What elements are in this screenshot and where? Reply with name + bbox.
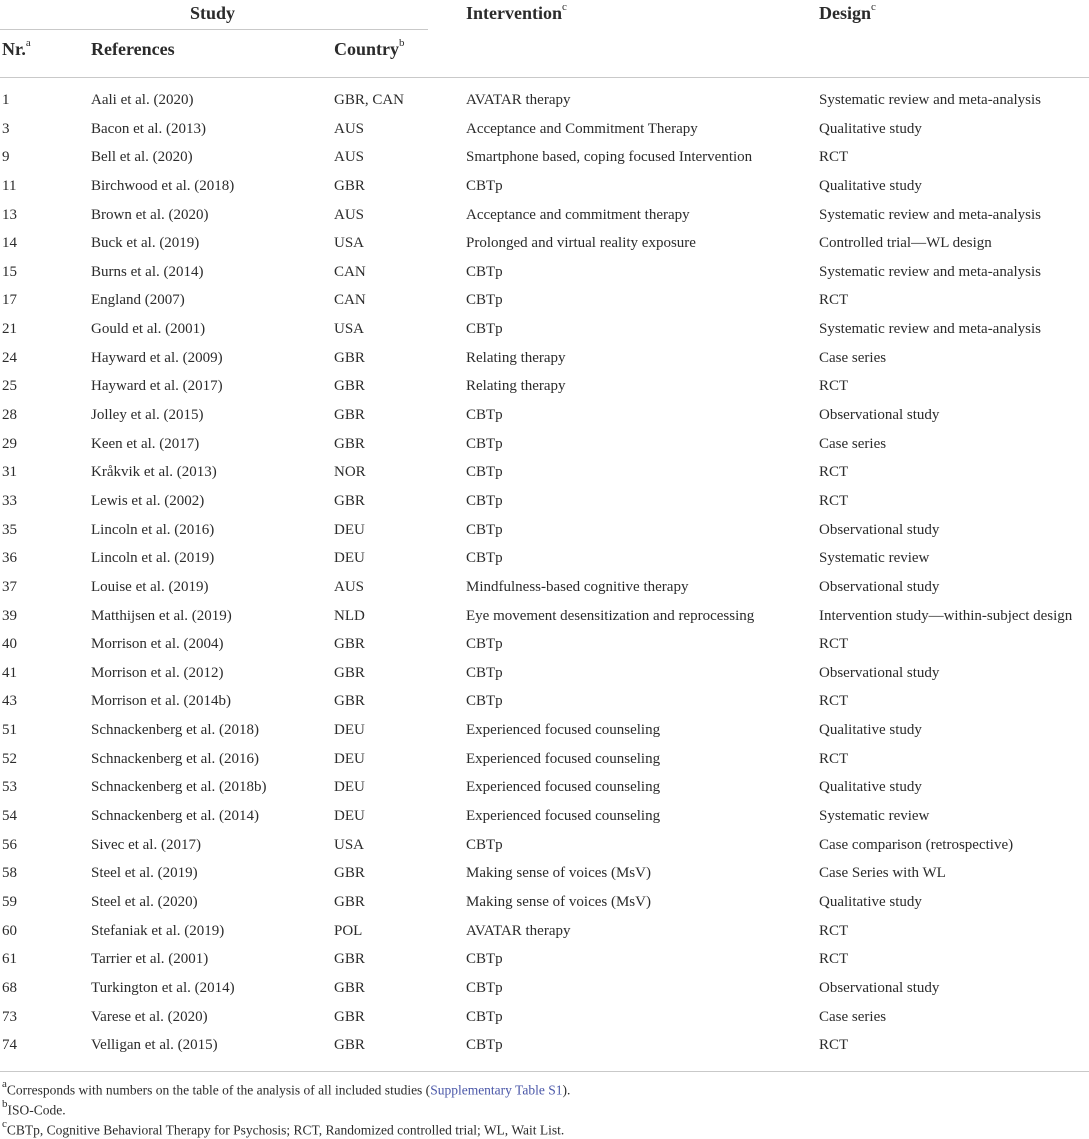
footnote-b: $^b$ISO-Code. [2,1098,66,1118]
cell-nr: 31 [2,464,17,481]
cell-design: Qualitative study [819,722,922,739]
cell-nr: 28 [2,407,17,424]
cell-country: GBR [334,349,365,366]
cell-reference: Schnackenberg et al. (2018b) [91,779,267,796]
cell-design: RCT [819,951,849,968]
cell-intervention: CBTp [466,1037,503,1054]
cell-design: Systematic review [819,808,930,825]
cell-country: GBR [334,177,365,194]
cell-nr: 60 [2,922,17,939]
cell-reference: Velligan et al. (2015) [91,1037,218,1054]
cell-intervention: Mindfulness-based cognitive therapy [466,578,689,595]
cell-design: Qualitative study [819,120,922,137]
cell-nr: 17 [2,292,17,309]
cell-design: RCT [819,378,849,395]
cell-country: GBR [334,693,365,710]
cell-design: RCT [819,1037,849,1054]
cell-country: GBR [334,893,365,910]
table-row [0,373,1089,402]
cell-reference: Matthijsen et al. (2019) [91,607,232,624]
cell-country: GBR [334,979,365,996]
cell-country: GBR, CAN [334,92,405,108]
cell-reference: Birchwood et al. (2018) [91,177,235,194]
cell-nr: 51 [2,722,17,739]
cell-nr: 58 [2,865,17,882]
cell-design: RCT [819,149,849,166]
cell-intervention: Experienced focused counseling [466,722,661,739]
cell-nr: 39 [2,607,17,624]
cell-country: AUS [334,120,365,137]
cell-nr: 37 [2,578,17,595]
cell-reference: Lewis et al. (2002) [91,492,205,509]
cell-reference: Kråkvik et al. (2013) [91,464,217,481]
cell-country: USA [334,836,365,853]
cell-reference: Morrison et al. (2004) [91,636,224,653]
cell-reference: Steel et al. (2019) [91,865,198,882]
cell-nr: 24 [2,349,17,366]
cell-design: Case Series with WL [819,865,946,882]
cell-country: GBR [334,378,365,395]
table-bottom-rule [0,1071,1089,1072]
cell-design: Qualitative study [819,893,922,910]
table-row [0,345,1089,374]
cell-intervention: AVATAR therapy [466,922,571,939]
cell-country: GBR [334,664,365,681]
cell-nr: 35 [2,521,17,538]
table-row [0,287,1089,316]
cell-design: Systematic review and meta-analysis [819,206,1042,223]
table-row [0,746,1089,775]
cell-nr: 56 [2,836,17,853]
footnote-a: $^a$Corresponds with numbers on the table of the analysis of all included studies (Supplementary Table S1). [2,1078,571,1098]
cell-country: DEU [334,550,365,567]
cell-country: DEU [334,808,365,825]
column-header-intervention: Intervention$^c$ [466,1,567,23]
table-row [0,660,1089,689]
cell-intervention: Prolonged and virtual reality exposure [466,235,696,252]
cell-reference: Buck et al. (2019) [91,235,200,252]
table-row [0,144,1089,173]
table-row [0,860,1089,889]
cell-intervention: CBTp [466,464,503,481]
cell-intervention: CBTp [466,836,503,853]
cell-design: Qualitative study [819,779,922,796]
cell-reference: Tarrier et al. (2001) [91,951,209,968]
cell-reference: Schnackenberg et al. (2018) [91,722,259,739]
table-row [0,1032,1089,1061]
cell-reference: Lincoln et al. (2016) [91,521,215,538]
cell-country: GBR [334,951,365,968]
table-row [0,574,1089,603]
cell-intervention: CBTp [466,521,503,538]
cell-intervention: Making sense of voices (MsV) [466,865,651,882]
cell-nr: 3 [2,120,10,137]
cell-country: GBR [334,407,365,424]
cell-nr: 43 [2,693,17,710]
header-bottom-rule [0,77,1089,78]
cell-nr: 68 [2,979,17,996]
cell-reference: Bell et al. (2020) [91,149,193,166]
cell-design: Observational study [819,979,940,996]
cell-intervention: Eye movement desensitization and reprocessing [466,607,755,624]
cell-intervention: Making sense of voices (MsV) [466,893,651,910]
cell-nr: 29 [2,435,17,452]
table-row [0,545,1089,574]
cell-intervention: Smartphone based, coping focused Intervention [466,149,753,166]
cell-intervention: CBTp [466,177,503,194]
cell-country: GBR [334,865,365,882]
cell-intervention: CBTp [466,664,503,681]
cell-reference: Turkington et al. (2014) [91,979,235,996]
cell-design: Observational study [819,578,940,595]
cell-country: DEU [334,521,365,538]
cell-country: USA [334,321,365,338]
cell-reference: Jolley et al. (2015) [91,407,204,424]
cell-design: Intervention study—within-subject design [819,607,1073,624]
cell-design: RCT [819,292,849,309]
table-row [0,517,1089,546]
study-group-rule [0,29,428,30]
cell-intervention: Relating therapy [466,378,566,395]
cell-intervention: AVATAR therapy [466,92,571,108]
table-body [0,87,1089,1061]
cell-design: Case series [819,435,887,452]
table-row [0,1004,1089,1033]
cell-reference: Varese et al. (2020) [91,1008,208,1025]
cell-nr: 25 [2,378,17,395]
cell-reference: England (2007) [91,292,185,309]
cell-design: Case comparison (retrospective) [819,836,1014,853]
column-header-design: Design$^c$ [819,1,876,23]
cell-country: DEU [334,750,365,767]
table-row [0,918,1089,947]
cell-design: Systematic review and meta-analysis [819,263,1042,280]
cell-intervention: CBTp [466,492,503,509]
cell-design: RCT [819,464,849,481]
table-row [0,259,1089,288]
footnote-c: $^c$CBTp, Cognitive Behavioral Therapy for Psychosis; RCT, Randomized controlled trial; WL, Wait List. [2,1118,565,1138]
cell-reference: Keen et al. (2017) [91,435,200,452]
cell-design: Controlled trial—WL design [819,235,992,252]
table-row [0,431,1089,460]
cell-nr: 36 [2,550,17,567]
cell-country: GBR [334,1008,365,1025]
cell-country: AUS [334,206,365,223]
cell-nr: 1 [2,92,10,108]
table-row [0,316,1089,345]
cell-intervention: CBTp [466,1008,503,1025]
cell-nr: 40 [2,636,17,653]
table-row [0,975,1089,1004]
cell-reference: Hayward et al. (2009) [91,349,223,366]
cell-design: Observational study [819,407,940,424]
cell-intervention: Acceptance and Commitment Therapy [466,120,698,137]
cell-reference: Sivec et al. (2017) [91,836,201,853]
cell-reference: Morrison et al. (2014b) [91,693,231,710]
cell-country: GBR [334,435,365,452]
cell-reference: Stefaniak et al. (2019) [91,922,225,939]
cell-design: Qualitative study [819,177,922,194]
cell-design: Systematic review and meta-analysis [819,321,1042,338]
cell-country: CAN [334,292,366,309]
cell-design: RCT [819,492,849,509]
cell-nr: 41 [2,664,17,681]
table-row [0,603,1089,632]
cell-reference: Lincoln et al. (2019) [91,550,215,567]
study-group-header: Study [190,3,236,23]
table-row [0,116,1089,145]
cell-nr: 59 [2,893,17,910]
cell-intervention: CBTp [466,550,503,567]
cell-intervention: CBTp [466,979,503,996]
cell-reference: Schnackenberg et al. (2014) [91,808,259,825]
cell-nr: 33 [2,492,17,509]
table-row [0,488,1089,517]
column-header-references: References [91,39,175,59]
cell-nr: 61 [2,951,17,968]
cell-reference: Hayward et al. (2017) [91,378,223,395]
cell-nr: 9 [2,149,10,166]
table-row [0,803,1089,832]
cell-nr: 52 [2,750,17,767]
cell-intervention: CBTp [466,693,503,710]
cell-country: USA [334,235,365,252]
cell-nr: 11 [2,177,17,194]
cell-nr: 15 [2,263,17,280]
cell-intervention: CBTp [466,636,503,653]
cell-design: Observational study [819,521,940,538]
cell-reference: Brown et al. (2020) [91,206,209,223]
cell-intervention: Experienced focused counseling [466,808,661,825]
cell-reference: Gould et al. (2001) [91,321,206,338]
cell-nr: 74 [2,1037,17,1054]
cell-nr: 13 [2,206,17,223]
cell-design: RCT [819,750,849,767]
cell-design: Systematic review and meta-analysis [819,92,1042,108]
cell-intervention: CBTp [466,263,503,280]
cell-country: NOR [334,464,366,481]
cell-design: Observational study [819,664,940,681]
column-header-country: Country$^b$ [334,37,405,59]
cell-country: POL [334,922,363,939]
cell-design: RCT [819,693,849,710]
table-row [0,631,1089,660]
cell-reference: Bacon et al. (2013) [91,120,206,137]
cell-intervention: CBTp [466,951,503,968]
cell-country: DEU [334,779,365,796]
cell-design: Systematic review [819,550,930,567]
cell-nr: 54 [2,808,17,825]
table-row [0,173,1089,202]
cell-intervention: Acceptance and commitment therapy [466,206,690,223]
cell-country: NLD [334,607,365,624]
table-row [0,688,1089,717]
cell-reference: Louise et al. (2019) [91,578,209,595]
cell-nr: 53 [2,779,17,796]
cell-reference: Schnackenberg et al. (2016) [91,750,259,767]
table-row [0,832,1089,861]
cell-design: RCT [819,636,849,653]
cell-intervention: Relating therapy [466,349,566,366]
table-row [0,202,1089,231]
table-row [0,230,1089,259]
cell-reference: Aali et al. (2020) [91,92,194,108]
cell-design: Case series [819,349,887,366]
table-row [0,946,1089,975]
table-row [0,87,1089,116]
cell-intervention: CBTp [466,407,503,424]
cell-country: GBR [334,636,365,653]
cell-design: RCT [819,922,849,939]
cell-design: Case series [819,1008,887,1025]
cell-intervention: CBTp [466,292,503,309]
cell-intervention: Experienced focused counseling [466,779,661,796]
cell-reference: Morrison et al. (2012) [91,664,224,681]
cell-country: GBR [334,1037,365,1054]
table-row [0,889,1089,918]
table-row [0,402,1089,431]
cell-reference: Burns et al. (2014) [91,263,204,280]
cell-intervention: CBTp [466,435,503,452]
cell-reference: Steel et al. (2020) [91,893,198,910]
cell-country: DEU [334,722,365,739]
cell-country: GBR [334,492,365,509]
cell-intervention: CBTp [466,321,503,338]
cell-intervention: Experienced focused counseling [466,750,661,767]
cell-nr: 21 [2,321,17,338]
table-row [0,717,1089,746]
cell-nr: 73 [2,1008,17,1025]
column-header-nr: Nr.$^a$ [2,37,31,59]
cell-country: CAN [334,263,366,280]
cell-nr: 14 [2,235,17,252]
table-row [0,774,1089,803]
table-row [0,459,1089,488]
supplementary-table-link[interactable]: Supplementary Table S1 [430,1082,563,1098]
cell-country: AUS [334,578,365,595]
cell-country: AUS [334,149,365,166]
